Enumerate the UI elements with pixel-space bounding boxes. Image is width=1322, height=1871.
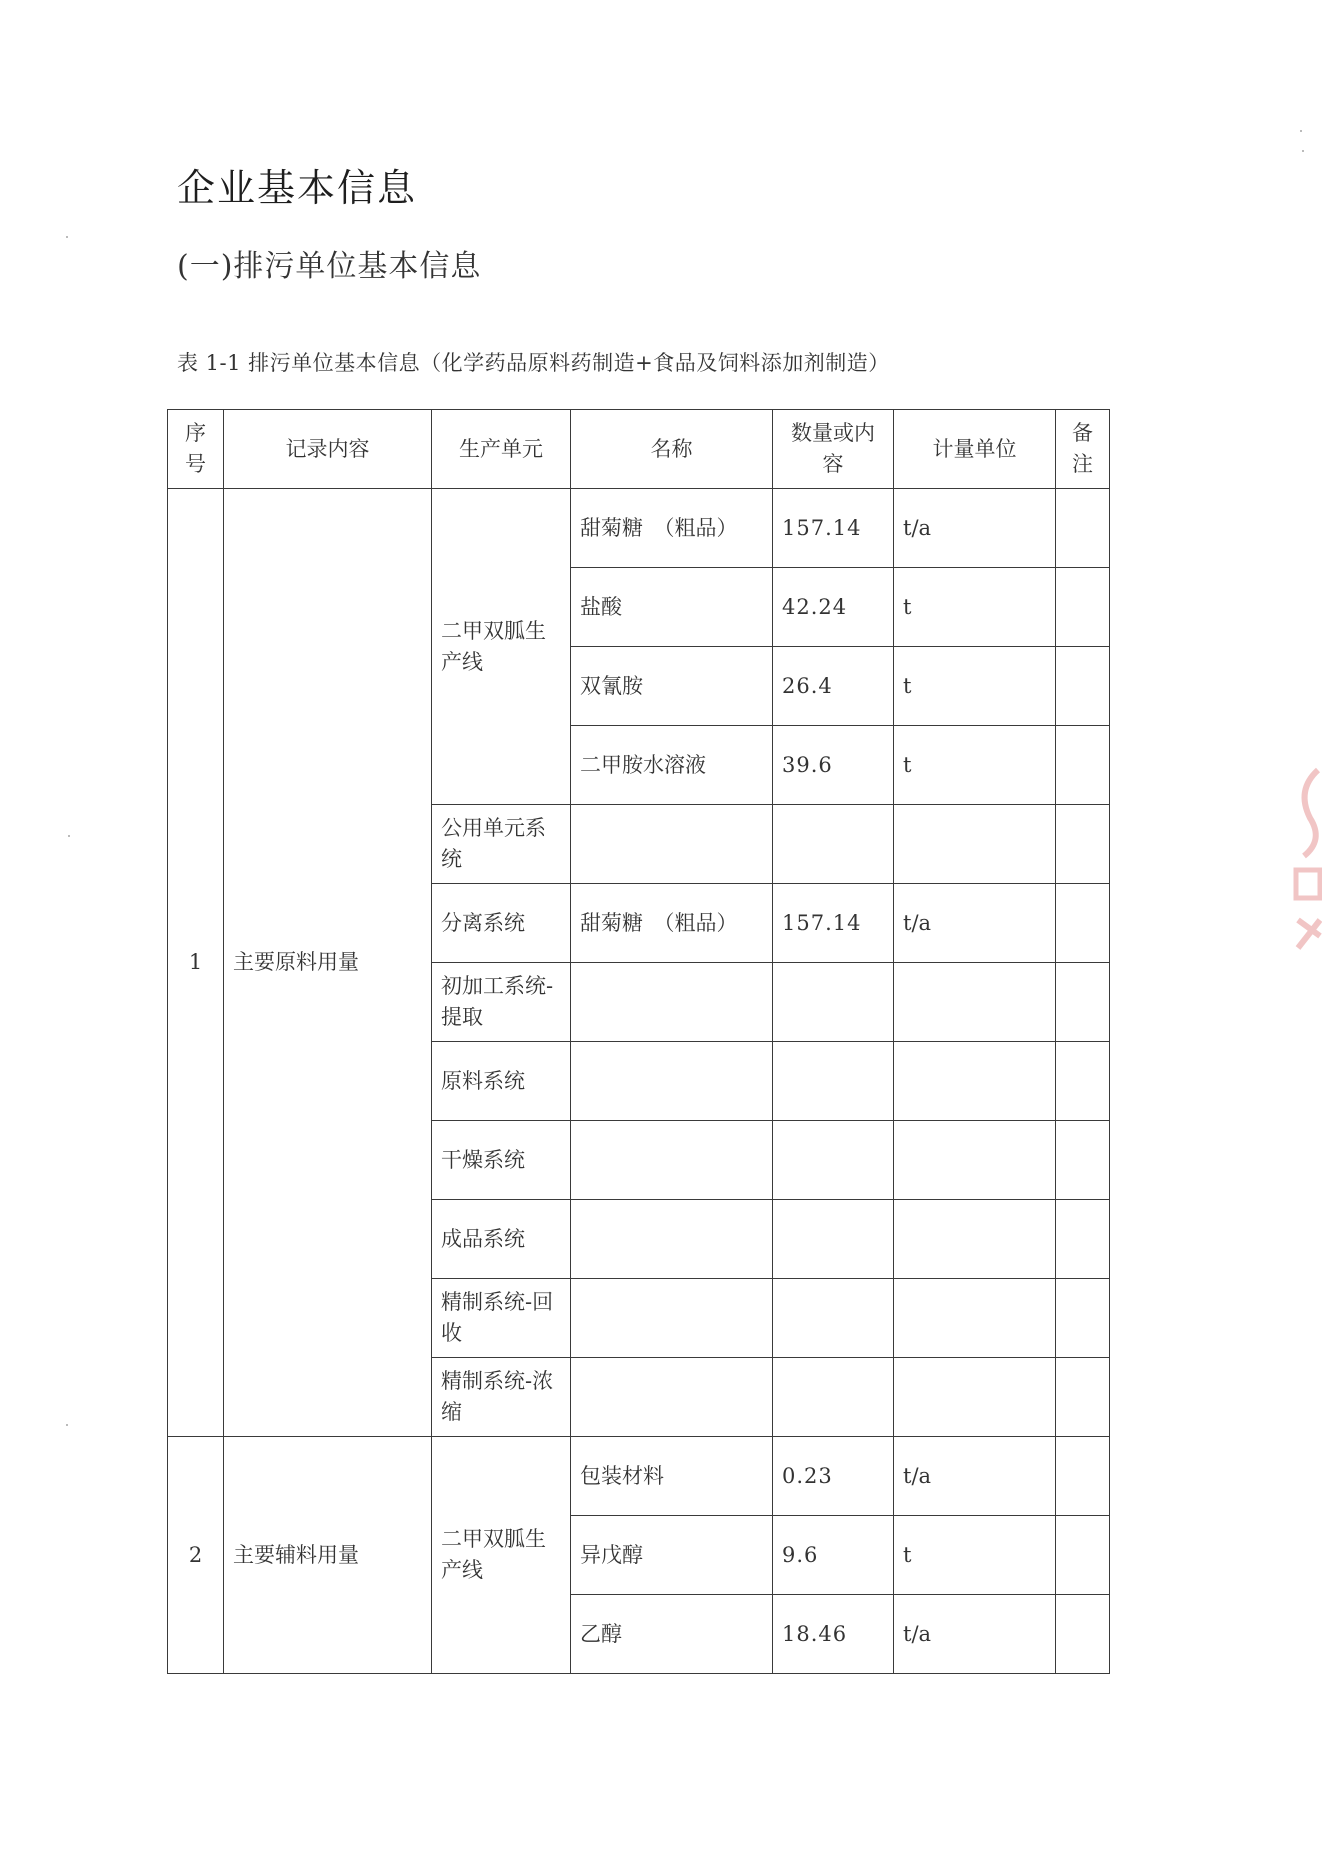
cell-qty [773, 1279, 894, 1358]
cell-unit: 分离系统 [432, 884, 571, 963]
cell-qty [773, 1200, 894, 1279]
header-unit: 生产单元 [432, 410, 571, 489]
scan-speck [68, 835, 70, 837]
cell-measure: t/a [894, 1595, 1056, 1674]
table-header-row [168, 410, 1110, 489]
table-caption: 表 1-1 排污单位基本信息（化学药品原料药制造+食品及饲料添加剂制造） [177, 351, 890, 375]
cell-name: 乙醇 [571, 1595, 773, 1674]
cell-unit: 初加工系统-提取 [432, 963, 571, 1042]
cell-remark [1056, 726, 1110, 805]
cell-qty [773, 963, 894, 1042]
cell-measure [894, 1279, 1056, 1358]
group1-content: 主要原料用量 [224, 489, 432, 1437]
cell-name [571, 805, 773, 884]
scan-speck [66, 1424, 68, 1426]
cell-unit: 干燥系统 [432, 1121, 571, 1200]
basic-info-table [167, 409, 1110, 1674]
cell-measure [894, 1358, 1056, 1437]
cell-measure: t/a [894, 1437, 1056, 1516]
cell-qty [773, 805, 894, 884]
cell-name [571, 1358, 773, 1437]
cell-qty: 39.6 [773, 726, 894, 805]
header-name: 名称 [571, 410, 773, 489]
cell-remark [1056, 1358, 1110, 1437]
cell-measure [894, 963, 1056, 1042]
cell-measure [894, 805, 1056, 884]
cell-remark [1056, 1437, 1110, 1516]
cell-name: 盐酸 [571, 568, 773, 647]
cell-unit: 精制系统-浓缩 [432, 1358, 571, 1437]
cell-remark [1056, 1121, 1110, 1200]
cell-unit: 成品系统 [432, 1200, 571, 1279]
cell-remark [1056, 884, 1110, 963]
cell-qty: 42.24 [773, 568, 894, 647]
cell-unit: 公用单元系统 [432, 805, 571, 884]
cell-name: 双氰胺 [571, 647, 773, 726]
cell-name: 甜菊糖 （粗品） [571, 489, 773, 568]
cell-remark [1056, 805, 1110, 884]
cell-name [571, 1042, 773, 1121]
cell-name [571, 1121, 773, 1200]
header-remark: 备注 [1056, 410, 1110, 489]
cell-qty [773, 1121, 894, 1200]
cell-qty: 157.14 [773, 489, 894, 568]
cell-qty: 18.46 [773, 1595, 894, 1674]
cell-qty: 157.14 [773, 884, 894, 963]
scan-speck [1300, 130, 1302, 132]
section-subheading: (一)排污单位基本信息 [177, 249, 482, 284]
page-heading: 企业基本信息 [177, 166, 418, 210]
cell-remark [1056, 489, 1110, 568]
cell-measure [894, 1042, 1056, 1121]
table-row [168, 489, 1110, 568]
cell-name: 异戊醇 [571, 1516, 773, 1595]
cell-remark [1056, 1200, 1110, 1279]
cell-qty [773, 1358, 894, 1437]
header-seq: 序号 [168, 410, 224, 489]
cell-name: 甜菊糖 （粗品） [571, 884, 773, 963]
cell-measure: t [894, 647, 1056, 726]
cell-measure: t/a [894, 489, 1056, 568]
header-content: 记录内容 [224, 410, 432, 489]
cell-measure [894, 1200, 1056, 1279]
cell-remark [1056, 963, 1110, 1042]
cell-measure: t [894, 568, 1056, 647]
cell-qty: 26.4 [773, 647, 894, 726]
cell-remark [1056, 1042, 1110, 1121]
cell-unit: 精制系统-回收 [432, 1279, 571, 1358]
cell-measure: t [894, 726, 1056, 805]
cell-remark [1056, 1279, 1110, 1358]
cell-qty: 9.6 [773, 1516, 894, 1595]
group1-seq: 1 [168, 489, 224, 1437]
cell-qty: 0.23 [773, 1437, 894, 1516]
cell-name [571, 963, 773, 1042]
cell-remark [1056, 1595, 1110, 1674]
cell-unit: 原料系统 [432, 1042, 571, 1121]
cell-name: 包装材料 [571, 1437, 773, 1516]
cell-remark [1056, 568, 1110, 647]
cell-remark [1056, 1516, 1110, 1595]
group2-line-unit: 二甲双胍生产线 [432, 1437, 571, 1674]
cell-name [571, 1279, 773, 1358]
group1-line-unit: 二甲双胍生产线 [432, 489, 571, 805]
scan-speck [66, 236, 68, 238]
cell-name [571, 1200, 773, 1279]
cell-name: 二甲胺水溶液 [571, 726, 773, 805]
header-measure: 计量单位 [894, 410, 1056, 489]
cell-measure: t [894, 1516, 1056, 1595]
group2-seq: 2 [168, 1437, 224, 1674]
scan-speck [1302, 150, 1304, 152]
table-row [168, 1437, 1110, 1516]
cell-remark [1056, 647, 1110, 726]
stamp-fragment-icon [1290, 760, 1322, 960]
cell-measure [894, 1121, 1056, 1200]
header-qty: 数量或内容 [773, 410, 894, 489]
group2-content: 主要辅料用量 [224, 1437, 432, 1674]
cell-qty [773, 1042, 894, 1121]
cell-measure: t/a [894, 884, 1056, 963]
